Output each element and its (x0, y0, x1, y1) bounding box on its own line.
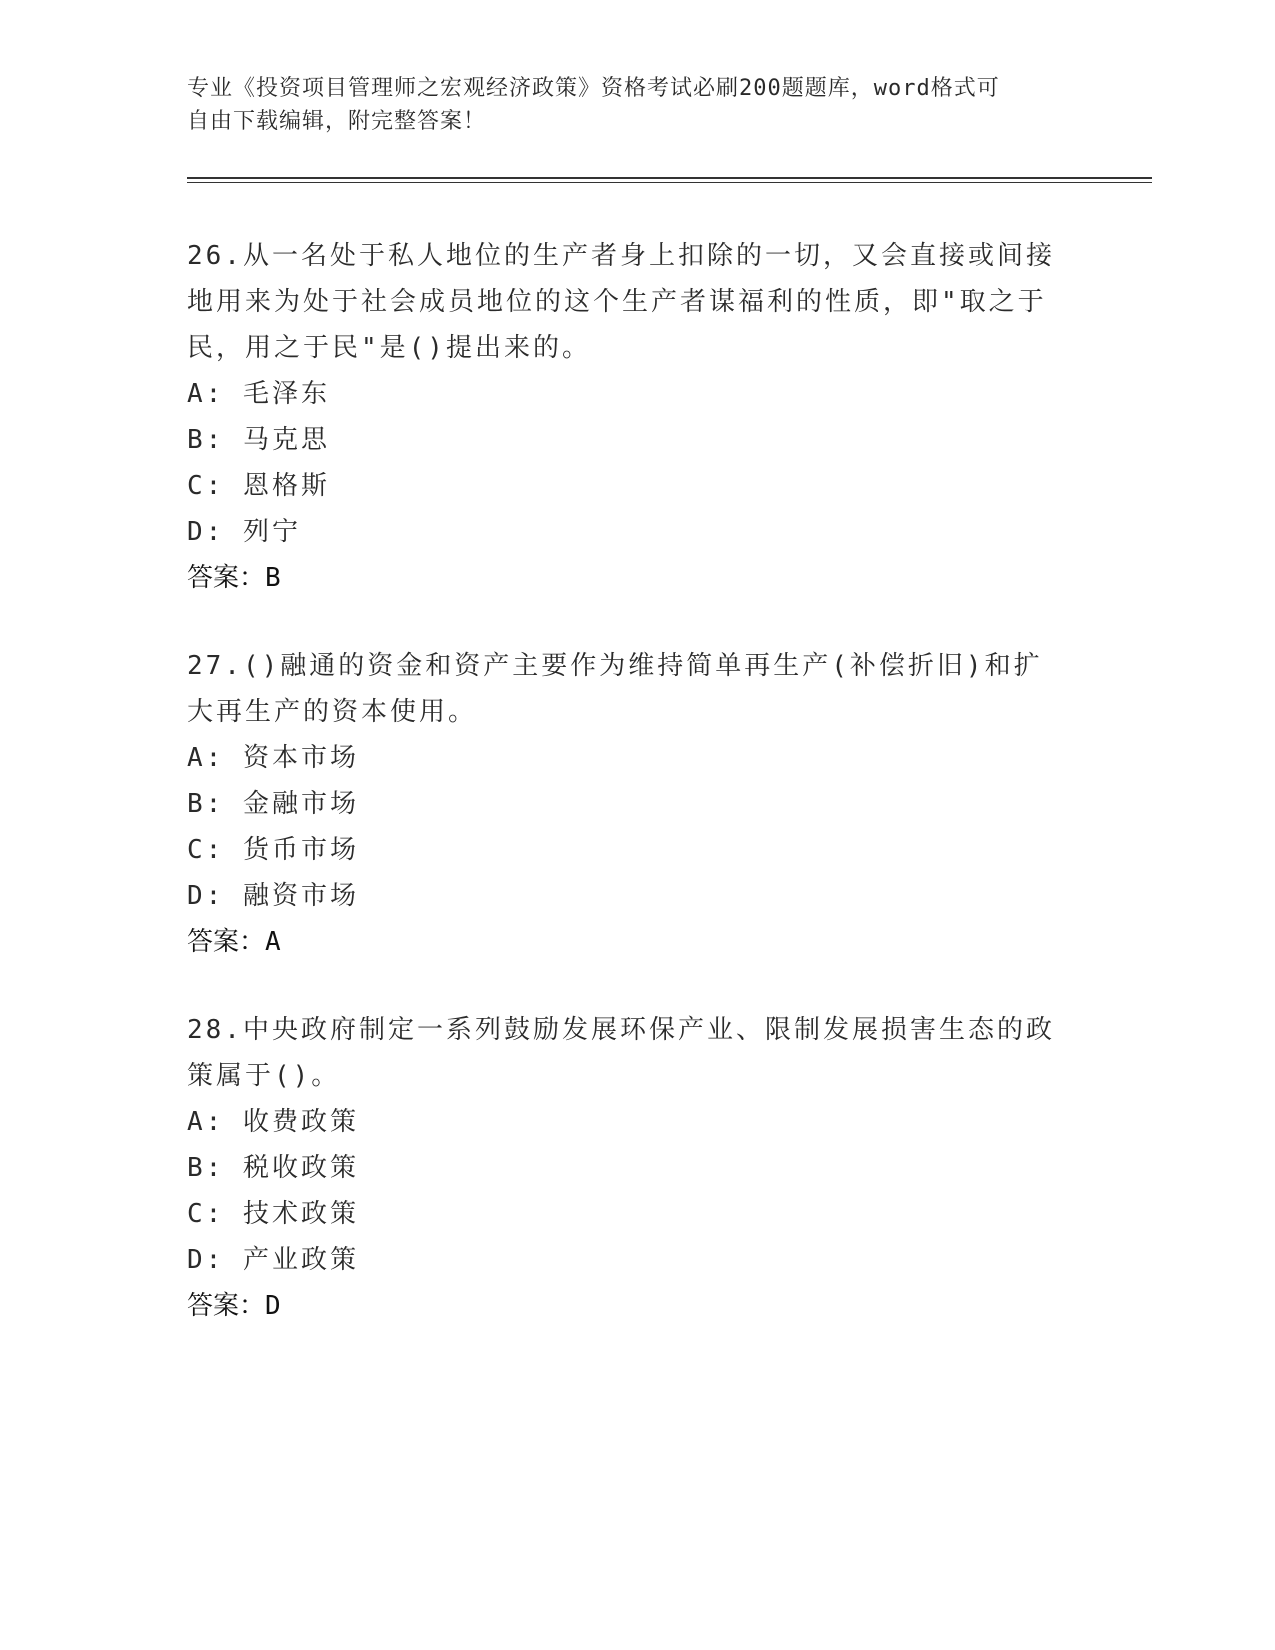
header-divider-thin (187, 182, 1152, 183)
header-line-2: 自由下载编辑，附完整答案！ (187, 109, 487, 134)
option-a: A: 资本市场 (187, 743, 359, 773)
option-c: C: 恩格斯 (187, 471, 330, 501)
option-d: D: 融资市场 (187, 881, 359, 911)
option-c: C: 技术政策 (187, 1199, 359, 1229)
question-26 (187, 233, 1067, 601)
question-text: 26.从一名处于私人地位的生产者身上扣除的一切，又会直接或间接地用来为处于社会成员地位的这个生产者谋福利的性质，即"取之于民，用之于民"是()提出来的。 (187, 241, 1055, 363)
question-28 (187, 1007, 1067, 1329)
option-a: A: 收费政策 (187, 1107, 359, 1137)
answer-line (187, 555, 1067, 601)
answer-value: D (265, 1291, 281, 1321)
option-b: B: 税收政策 (187, 1153, 359, 1183)
header-divider-thick (187, 177, 1152, 179)
option-b: B: 金融市场 (187, 789, 359, 819)
answer-label: 答案： (187, 1291, 266, 1321)
answer-label: 答案： (187, 927, 266, 957)
header-line-1: 专业《投资项目管理师之宏观经济政策》资格考试必刷200题题库，word格式可 (187, 76, 1000, 101)
option-a: A: 毛泽东 (187, 379, 330, 409)
answer-line (187, 919, 1067, 965)
answer-label: 答案： (187, 563, 266, 593)
question-text: 28.中央政府制定一系列鼓励发展环保产业、限制发展损害生态的政策属于()。 (187, 1015, 1055, 1091)
answer-value: B (265, 563, 281, 593)
option-d: D: 产业政策 (187, 1245, 359, 1275)
question-text: 27.()融通的资金和资产主要作为维持简单再生产(补偿折旧)和扩大再生产的资本使用。 (187, 651, 1043, 727)
document-header (187, 72, 1067, 138)
option-c: C: 货币市场 (187, 835, 359, 865)
question-27 (187, 643, 1067, 965)
answer-value: A (265, 927, 281, 957)
option-d: D: 列宁 (187, 517, 301, 547)
option-b: B: 马克思 (187, 425, 330, 455)
answer-line (187, 1283, 1067, 1329)
